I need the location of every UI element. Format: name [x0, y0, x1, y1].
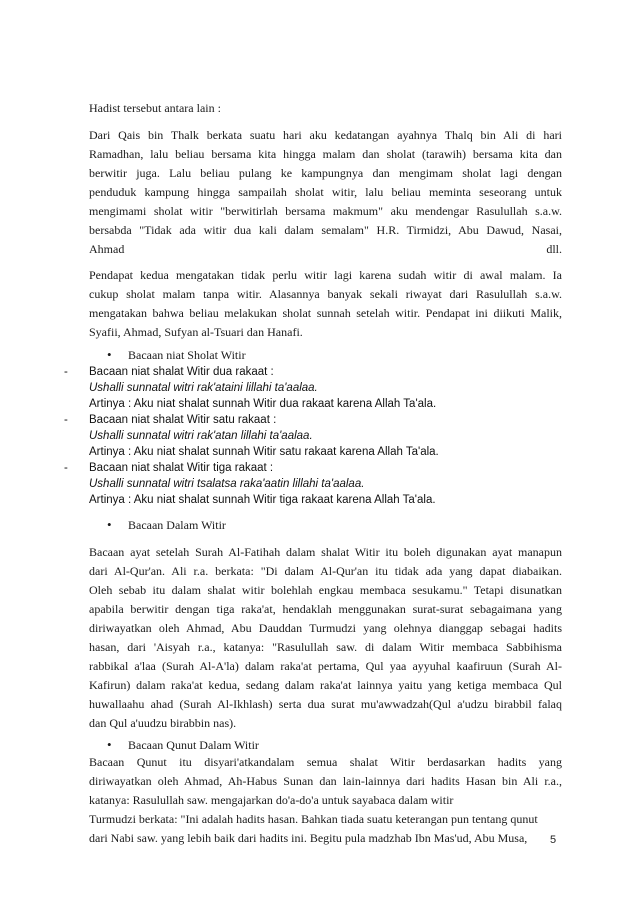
niat-title: Bacaan niat shalat Witir satu rakaat :	[89, 414, 277, 426]
paragraph-line: Turmudzi berkata: "Ini adalah hadits hasan. Bahkan tiada suatu keterangan pun tentang qunut	[89, 812, 538, 826]
dash-marker: -	[64, 414, 68, 426]
bullet-icon: •	[107, 347, 112, 362]
niat-latin: Ushalli sunnatal witri rak'atan lillahi ta'aalaa.	[89, 430, 313, 442]
niat-latin: Ushalli sunnatal witri tsalatsa raka'aatin lillahi ta'aalaa.	[89, 478, 365, 490]
paragraph-line: rabbikal a'laa (Surah Al-A'la) dalam raka'at pertama, Qul yaa ayyuhal kaafiruun (Surah Al-	[89, 659, 562, 673]
bullet-icon: •	[107, 517, 112, 532]
paragraph-line-end: dll.	[546, 242, 562, 256]
dash-marker: -	[64, 366, 68, 378]
paragraph-line: diriwayatkan oleh Ahmad, Abu Dauddan Turmudzi yang olehnya dianggap sebagai hadits	[89, 621, 562, 635]
dash-marker: -	[64, 462, 68, 474]
niat-meaning: Artinya : Aku niat shalat sunnah Witir tiga rakaat karena Allah Ta'ala.	[89, 494, 436, 506]
paragraph-line: Bacaan Qunut itu disyari'atkandalam semua shalat Witir berdasarkan hadits yang	[89, 755, 562, 769]
paragraph-line: Kafirun) dalam raka'at kedua, sedang dalam raka'at lainnya yaitu yang ketiga membaca Qul	[89, 678, 562, 692]
intro-text: Hadist tersebut antara lain :	[89, 101, 221, 115]
paragraph-line: katanya: Rasulullah saw. mengajarkan do'a-do'a untuk sayabaca dalam witir	[89, 793, 454, 807]
paragraph-line: berwitir juga. Lalu beliau pulang ke kampungnya dan mengimam sholat lagi dengan	[89, 166, 562, 180]
paragraph-line: cukup sholat malam tanpa witir. Alasannya banyak sekali riwayat dari Rasulullah s.a.w.	[89, 287, 562, 301]
paragraph-line: Dari Qais bin Thalk berkata suatu hari aku kedatangan ayahnya Thalq bin Ali di hari	[89, 128, 562, 142]
paragraph-line: dari Nabi saw. yang lebih baik dari hadits ini. Begitu pula madzhab Ibn Mas'ud, Abu Musa,	[89, 831, 528, 845]
niat-meaning: Artinya : Aku niat shalat sunnah Witir satu rakaat karena Allah Ta'ala.	[89, 446, 439, 458]
paragraph-line: Ahmad	[89, 242, 125, 256]
paragraph-line: bersabda "Tidak ada witir dua kali dalam semalam" H.R. Tirmidzi, Abu Dawud, Nasai,	[89, 223, 562, 237]
paragraph-line: Bacaan ayat setelah Surah Al-Fatihah dalam shalat Witir itu boleh digunakan ayat manapun	[89, 545, 562, 559]
paragraph-line: Syafii, Ahmad, Sufyan al-Tsuari dan Hanafi.	[89, 325, 303, 339]
page-number: 5	[550, 834, 557, 846]
niat-meaning: Artinya : Aku niat shalat sunnah Witir dua rakaat karena Allah Ta'ala.	[89, 398, 437, 410]
paragraph-line: mengimami sholat witir "berwitirlah bersama makmum" aku mendengar Rasulullah s.a.w.	[89, 204, 562, 218]
paragraph-line: Ramadhan, lalu beliau bersama kita hingga malam dan sholat (tarawih) bersama kita dan	[89, 147, 562, 161]
paragraph-line: Oleh sebab itu dalam shalat witir bolehlah engkau membaca sesukamu." Tetapi disunatkan	[89, 583, 562, 597]
bullet-icon: •	[107, 737, 112, 752]
paragraph-line: huwallaahu ahad (Surah Al-Ikhlash) serta dua surat mu'awwadzah(Qul a'udzu birabbil falaq	[89, 697, 562, 711]
niat-title: Bacaan niat shalat Witir dua rakaat :	[89, 366, 274, 378]
bullet-heading-dalam-witir: Bacaan Dalam Witir	[128, 518, 226, 532]
paragraph-line: diriwayatkan oleh Ahmad, Ah-Habus Sunan dan lain-lainnya dari hadits Hasan bin Ali r.a.,	[89, 774, 562, 788]
paragraph-line: dan Qul a'uudzu birabbin nas).	[89, 716, 237, 730]
niat-latin: Ushalli sunnatal witri rak'ataini lillahi ta'aalaa.	[89, 382, 318, 394]
paragraph-line: hasan, dari 'Aisyah r.a., katanya: "Rasulullah saw. di dalam Witir membaca Sabbihisma	[89, 640, 562, 654]
bullet-heading-niat: Bacaan niat Sholat Witir	[128, 348, 246, 362]
paragraph-line: mengatakan bahwa beliau melakukan sholat sunnah setelah witir. Pendapat ini diikuti Malik,	[89, 306, 562, 320]
bullet-heading-qunut: Bacaan Qunut Dalam Witir	[128, 738, 259, 752]
paragraph-line: penduduk kampung hingga sampailah sholat witir, lalu beliau meminta seseorang untuk	[89, 185, 562, 199]
paragraph-line: Pendapat kedua mengatakan tidak perlu witir lagi karena sudah witir di awal malam. Ia	[89, 268, 562, 282]
paragraph-line: dari Al-Qur'an. Ali r.a. berkata: "Di dalam Al-Qur'an itu tidak ada yang dapat diabaikan.	[89, 564, 562, 578]
niat-title: Bacaan niat shalat Witir tiga rakaat :	[89, 462, 274, 474]
paragraph-line: apabila berwitir dengan tiga raka'at, hendaklah menggunakan surat-surat sebagaimana yang	[89, 602, 562, 616]
